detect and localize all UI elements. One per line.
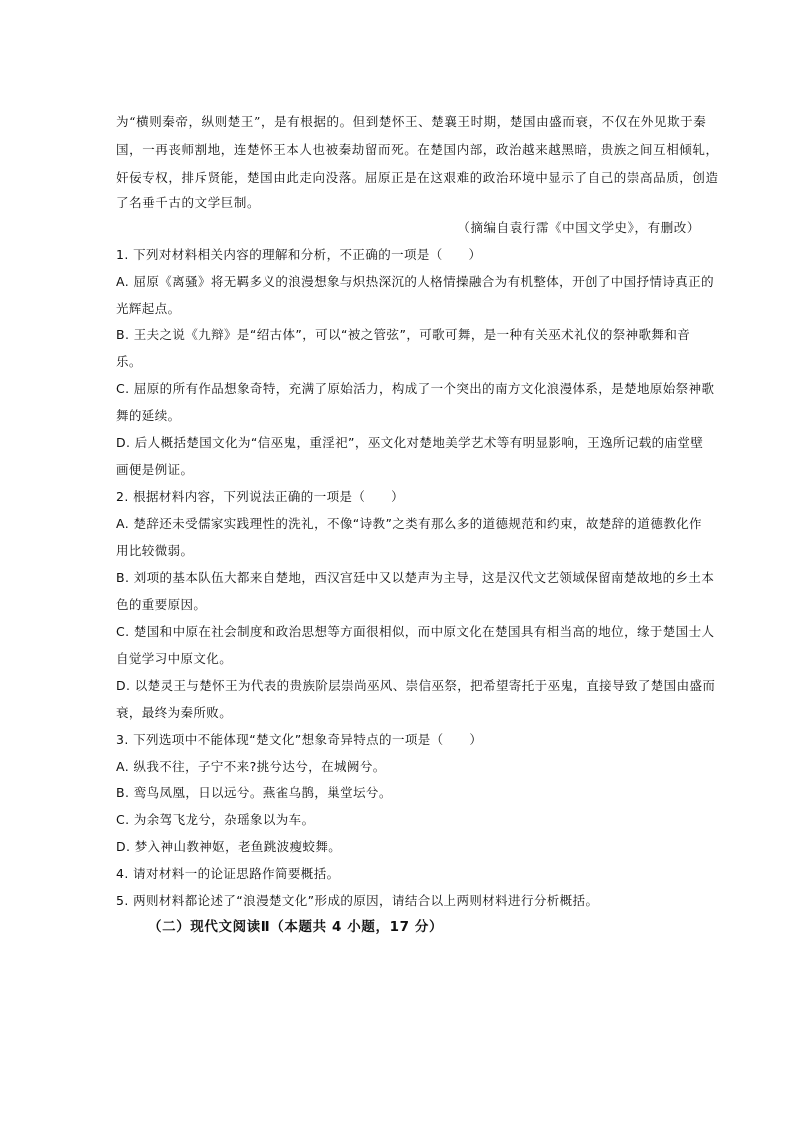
question-3-option-b: B. 鸾鸟凤凰，日以远兮。燕雀乌鹊，巢堂坛兮。: [116, 785, 392, 800]
question-2-option-b-cont: 色的重要原因。: [116, 597, 207, 612]
question-3-option-d: D. 梦入神山教神妪，老鱼跳波瘦蛟舞。: [116, 839, 342, 854]
passage-source: （摘编自袁行霈《中国文学史》，有删改）: [457, 220, 700, 235]
question-2-option-b: B. 刘项的基本队伍大都来自楚地，西汉宫廷中又以楚声为主导，这是汉代文艺领域保留南楚故地的乡土本: [116, 570, 715, 585]
question-2-stem: 2. 根据材料内容，下列说法正确的一项是（ ）: [116, 489, 405, 504]
question-3-option-a: A. 纵我不往，子宁不来?挑兮达兮，在城阙兮。: [116, 759, 386, 774]
question-1-option-b-cont: 乐。: [116, 354, 142, 369]
question-4: 4. 请对材料一的论证思路作简要概括。: [116, 866, 340, 881]
passage-line: 奸佞专权，排斥贤能，楚国由此走向没落。屈原正是在这艰难的政治环境中显示了自己的崇高品质，创造: [116, 170, 719, 185]
question-1-stem: 1. 下列对材料相关内容的理解和分析，不正确的一项是（ ）: [116, 247, 482, 262]
passage-line: 国，一再丧师割地，连楚怀王本人也被秦劫留而死。在楚国内部，政治越来越黑暗，贵族之间互相倾轧，: [116, 142, 719, 157]
question-2-option-a: A. 楚辞还未受儒家实践理性的洗礼，不像“诗教”之类有那么多的道德规范和约束，故楚辞的道德教化作: [116, 516, 702, 531]
question-1-option-c-cont: 舞的延续。: [116, 408, 181, 423]
question-1-option-a-cont: 光辉起点。: [116, 301, 181, 316]
question-3-stem: 3. 下列选项中不能体现“楚文化”想象奇异特点的一项是（ ）: [116, 732, 483, 747]
passage-line: 了名垂千古的文学巨制。: [116, 195, 261, 210]
section-heading: （二）现代文阅读Ⅱ（本题共 4 小题，17 分）: [148, 919, 444, 935]
question-2-option-d-cont: 衰，最终为秦所败。: [116, 705, 233, 720]
question-2-option-c-cont: 自觉学习中原文化。: [116, 651, 233, 666]
question-5: 5. 两则材料都论述了“浪漫楚文化”形成的原因，请结合以上两则材料进行分析概括。: [116, 893, 599, 908]
question-1-option-d: D. 后人概括楚国文化为“信巫鬼，重淫祀”，巫文化对楚地美学艺术等有明显影响，王逸所记载的庙堂壁: [116, 435, 704, 450]
question-2-option-c: C. 楚国和中原在社会制度和政治思想等方面很相似，而中原文化在楚国具有相当高的地位，缘于楚国士人: [116, 624, 715, 639]
question-1-option-c: C. 屈原的所有作品想象奇特，充满了原始活力，构成了一个突出的南方文化浪漫体系，是楚地原始祭神歌: [116, 381, 715, 396]
passage-line: 为“横则秦帝，纵则楚王”，是有根据的。但到楚怀王、楚襄王时期，楚国由盛而衰，不仅在外见欺于秦: [116, 114, 707, 129]
question-1-option-b: B. 王夫之说《九辩》是“绍古体”，可以“被之管弦”，可歌可舞，是一种有关巫术礼仪的祭神歌舞和音: [116, 327, 691, 342]
question-2-option-a-cont: 用比较微弱。: [116, 543, 194, 558]
question-1-option-d-cont: 画便是例证。: [116, 462, 194, 477]
question-3-option-c: C. 为余驾飞龙兮，杂瑶象以为车。: [116, 812, 315, 827]
question-1-option-a: A. 屈原《离骚》将无羁多义的浪漫想象与炽热深沉的人格情操融合为有机整体，开创了中国抒情诗真正的: [116, 274, 714, 289]
question-2-option-d: D. 以楚灵王与楚怀王为代表的贵族阶层崇尚巫风、崇信巫祭，把希望寄托于巫鬼，直接导致了楚国由盛而: [116, 678, 716, 693]
